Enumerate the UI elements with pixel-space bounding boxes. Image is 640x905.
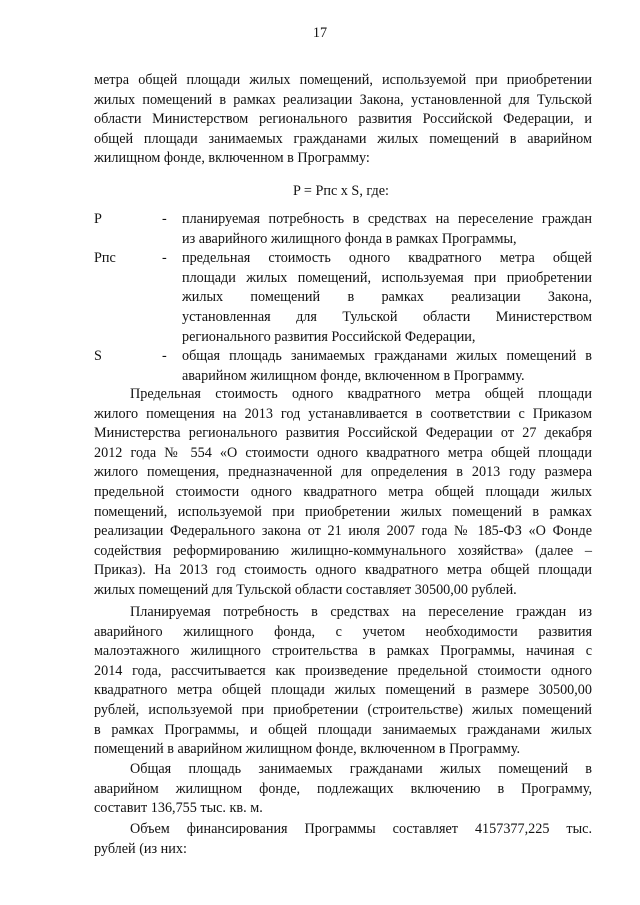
text-line: 2014 года, рассчитывается как произведение предельной стоимости одного <box>94 662 592 679</box>
definition-symbol: Pпс <box>94 250 116 267</box>
text-line: реализации Федерального закона от 21 июля 2007 года № 185-ФЗ «О Фонде <box>94 523 592 540</box>
text-line: рублей (из них: <box>94 840 187 857</box>
definition-item <box>94 249 592 347</box>
definition-symbol: S <box>94 348 102 365</box>
definition-symbol: P <box>94 211 102 227</box>
text-line: Министерства регионального развития Российской Федерации от 27 декабря <box>94 425 592 442</box>
definition-dash: - <box>162 348 167 365</box>
text-line: Предельная стоимость одного квадратного метра общей площади <box>130 386 592 402</box>
text-line: предельная стоимость одного квадратного метра общей <box>182 250 592 267</box>
text-line: области Министерством регионального развития Российской Федерации, и <box>94 111 592 128</box>
definition-item <box>94 210 592 249</box>
text-line: Планируемая потребность в средствах на переселение граждан из <box>130 604 592 620</box>
text-line: площади жилых помещений, используемая при приобретении <box>182 269 592 286</box>
text-line: квадратного метра общей площади жилых помещений в размере 30500,00 <box>94 682 592 699</box>
intro-paragraph <box>94 71 592 169</box>
text-line: Общая площадь занимаемых гражданами жилых помещений в <box>130 761 592 777</box>
text-line: планируемая потребность в средствах на переселение граждан <box>182 211 592 227</box>
text-line: содействия реформированию жилищно-коммунального хозяйства» (далее – <box>94 542 592 559</box>
text-line: метра общей площади жилых помещений, используемой при приобретении <box>94 72 592 88</box>
text-line: аварийном жилищном фонде, включенном в Программу. <box>182 367 525 384</box>
page-number: 17 <box>312 25 328 41</box>
text-line: жилых помещений в рамках реализации Закона, установленной для Тульской <box>94 91 592 108</box>
text-line: установленная для Тульской области Министерством <box>182 308 592 325</box>
definition-item <box>94 347 592 386</box>
paragraph-area <box>94 760 592 819</box>
paragraph-price <box>94 385 592 601</box>
definition-text <box>182 249 592 347</box>
text-line: из аварийного жилищного фонда в рамках Программы, <box>182 230 517 247</box>
text-line: жилого помещения на 2013 год устанавливается в соответствии с Приказом <box>94 405 592 422</box>
definition-text <box>182 210 592 249</box>
text-line: предельной стоимости одного квадратного метра общей площади жилых <box>94 483 592 500</box>
definition-text <box>182 347 592 386</box>
text-line: помещений, используемой при приобретении жилых помещений в рамках <box>94 503 592 520</box>
text-line: 2012 года № 554 «О стоимости одного квадратного метра общей площади <box>94 444 592 461</box>
text-line: жилых помещений в рамках реализации Закона, <box>182 289 592 306</box>
text-line: в рамках Программы, и общей площади занимаемых гражданами жилых <box>94 721 592 738</box>
paragraph-need <box>94 603 592 760</box>
text-line: общей площади занимаемых гражданами жилых помещений в аварийном <box>94 130 592 147</box>
formula: P = Pпс x S, где: <box>293 183 389 199</box>
text-line: жилых помещений для Тульской области составляет 30500,00 рублей. <box>94 581 517 598</box>
definitions-list <box>94 210 592 386</box>
text-line: Приказ). На 2013 год стоимость одного квадратного метра общей площади <box>94 562 592 579</box>
text-line: составит 136,755 тыс. кв. м. <box>94 800 263 817</box>
definition-dash: - <box>162 211 167 227</box>
text-line: регионального развития Российской Федерации, <box>182 328 476 345</box>
text-line: общая площадь занимаемых гражданами жилых помещений в <box>182 348 592 365</box>
text-line: рублей, используемой при приобретении (строительстве) жилых помещений <box>94 701 592 718</box>
paragraph-funding <box>94 820 592 859</box>
text-line: жилищном фонде, включенном в Программу: <box>94 150 370 167</box>
text-line: малоэтажного жилищного строительства в рамках Программы, начиная с <box>94 643 592 660</box>
text-line: жилого помещения, предназначенной для определения в 2013 году размера <box>94 464 592 481</box>
text-line: Объем финансирования Программы составляет 4157377,225 тыс. <box>130 821 592 837</box>
text-line: помещений в аварийном жилищном фонде, включенном в Программу. <box>94 741 520 758</box>
text-line: аварийного жилищного фонда, с учетом необходимости развития <box>94 623 592 640</box>
text-line: аварийном жилищном фонде, подлежащих включению в Программу, <box>94 780 592 797</box>
definition-dash: - <box>162 250 167 267</box>
